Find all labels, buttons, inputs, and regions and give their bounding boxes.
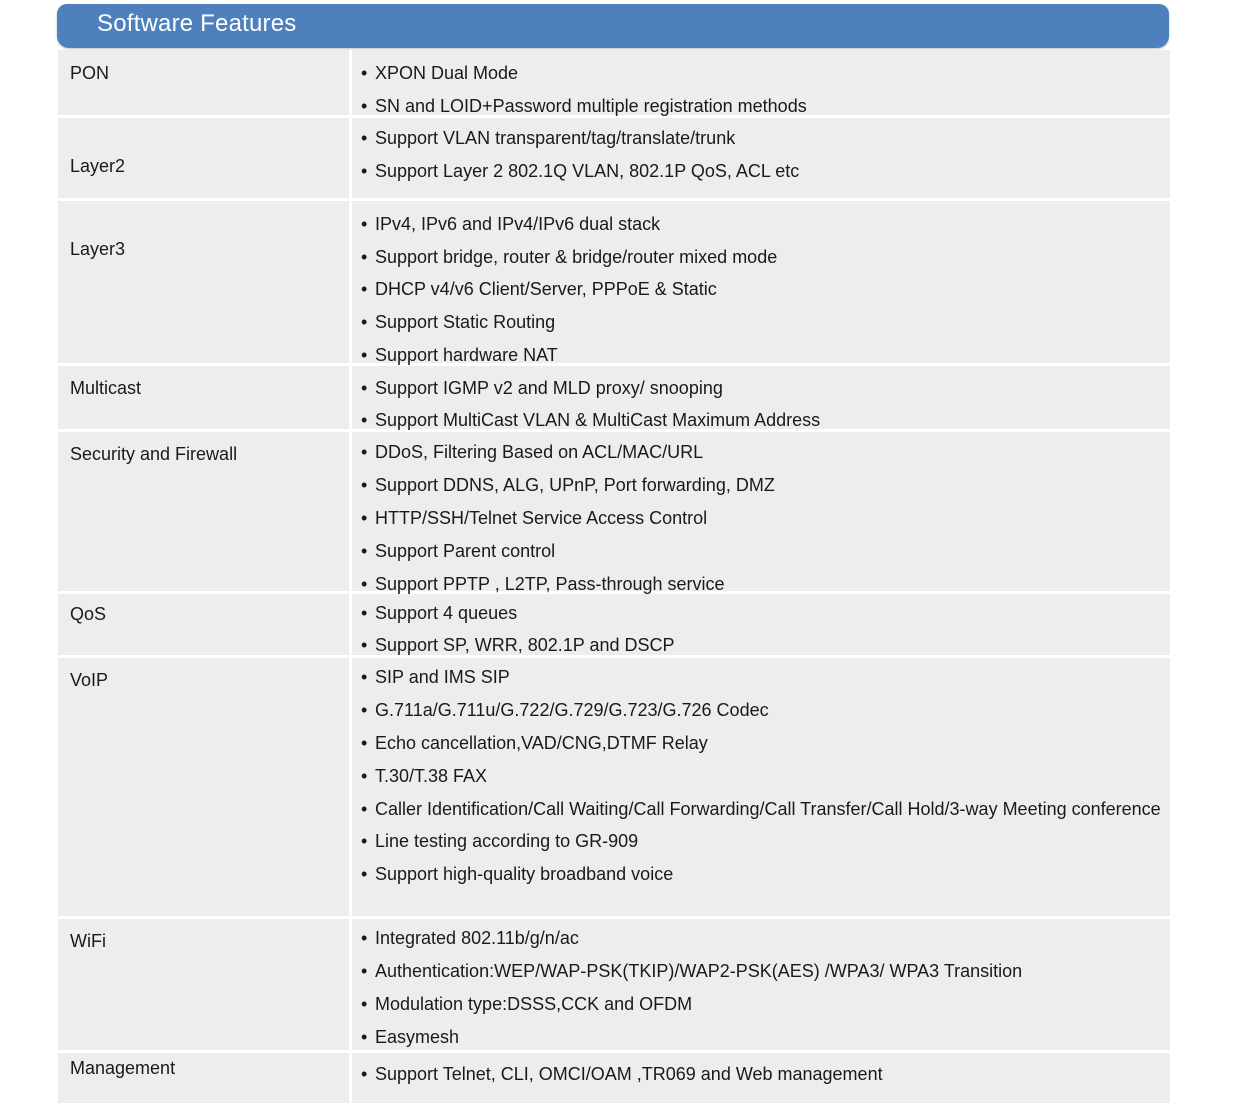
feature-item	[361, 409, 820, 431]
feature-item	[361, 377, 723, 399]
bullet-icon: •	[361, 831, 368, 851]
feature-category-cell	[58, 1053, 349, 1103]
feature-category-cell	[58, 118, 349, 198]
feature-items-cell	[352, 919, 1170, 1050]
bullet-icon: •	[361, 475, 368, 495]
feature-item	[361, 246, 777, 268]
feature-category-cell	[58, 919, 349, 1050]
bullet-icon: •	[361, 442, 368, 462]
feature-item	[361, 927, 579, 949]
bullet-icon: •	[361, 667, 368, 687]
feature-item-text: Authentication:WEP/WAP-PSK(TKIP)/WAP2-PSK(AES) /WPA3/ WPA3 Transition	[375, 961, 1023, 981]
feature-row	[58, 1053, 1170, 1103]
feature-item	[361, 602, 517, 624]
feature-item-text: Easymesh	[375, 1027, 460, 1047]
section-title: Software Features	[97, 10, 297, 37]
feature-category-label: Layer2	[70, 156, 126, 176]
feature-item-text: Support MultiCast VLAN & MultiCast Maximum Address	[375, 410, 821, 430]
feature-row	[58, 201, 1170, 363]
bullet-icon: •	[361, 312, 368, 332]
feature-category-label: Security and Firewall	[70, 444, 238, 464]
bullet-icon: •	[361, 574, 368, 594]
feature-item	[361, 507, 707, 529]
feature-item	[361, 127, 735, 149]
feature-item-text: Caller Identification/Call Waiting/Call Forwarding/Call Transfer/Call Hold/3-way Meeting conference	[375, 799, 1161, 819]
feature-item	[361, 666, 510, 688]
feature-category-cell	[58, 50, 349, 115]
feature-item-text: XPON Dual Mode	[375, 63, 519, 83]
feature-items-cell	[352, 1053, 1170, 1103]
feature-item-text: Modulation type:DSSS,CCK and OFDM	[375, 994, 693, 1014]
feature-item	[361, 1063, 883, 1085]
feature-item	[361, 213, 660, 235]
feature-category-label: PON	[70, 63, 110, 83]
feature-row	[58, 50, 1170, 115]
section-header	[57, 4, 1169, 48]
feature-item	[361, 765, 487, 787]
feature-category-cell	[58, 201, 349, 363]
feature-item	[361, 863, 673, 885]
feature-category-label: WiFi	[70, 931, 106, 951]
feature-item	[361, 278, 717, 300]
feature-item	[361, 441, 703, 463]
bullet-icon: •	[361, 541, 368, 561]
bullet-icon: •	[361, 410, 368, 430]
bullet-icon: •	[361, 1064, 368, 1084]
feature-item-text: Support high-quality broadband voice	[375, 864, 674, 884]
feature-items-cell	[352, 366, 1170, 429]
feature-item-text: G.711a/G.711u/G.722/G.729/G.723/G.726 Codec	[375, 700, 769, 720]
bullet-icon: •	[361, 766, 368, 786]
bullet-icon: •	[361, 994, 368, 1014]
feature-item	[361, 699, 769, 721]
bullet-icon: •	[361, 700, 368, 720]
feature-item-text: Support PPTP , L2TP, Pass-through service	[375, 574, 725, 594]
feature-item-text: Support DDNS, ALG, UPnP, Port forwarding, DMZ	[375, 475, 775, 495]
feature-item-text: Support SP, WRR, 802.1P and DSCP	[375, 635, 675, 655]
bullet-icon: •	[361, 161, 368, 181]
feature-item-text: T.30/T.38 FAX	[375, 766, 488, 786]
feature-category-cell	[58, 432, 349, 591]
bullet-icon: •	[361, 128, 368, 148]
bullet-icon: •	[361, 635, 368, 655]
feature-row	[58, 118, 1170, 198]
feature-category-cell	[58, 658, 349, 916]
feature-category-label: Multicast	[70, 378, 142, 398]
feature-item-text: Support Parent control	[375, 541, 556, 561]
feature-row	[58, 432, 1170, 594]
feature-category-label: VoIP	[70, 670, 109, 690]
feature-row	[58, 366, 1170, 429]
feature-item	[361, 474, 775, 496]
feature-item-text: HTTP/SSH/Telnet Service Access Control	[375, 508, 708, 528]
feature-row	[58, 594, 1170, 655]
bullet-icon: •	[361, 378, 368, 398]
bullet-icon: •	[361, 345, 368, 365]
feature-item-text: SN and LOID+Password multiple registration methods	[375, 96, 807, 116]
feature-item	[361, 160, 799, 182]
feature-item-text: Support Telnet, CLI, OMCI/OAM ,TR069 and Web management	[375, 1064, 883, 1084]
feature-item	[361, 311, 555, 333]
feature-item-text: Support Layer 2 802.1Q VLAN, 802.1P QoS, ACL etc	[375, 161, 800, 181]
feature-items-cell	[352, 201, 1170, 363]
bullet-icon: •	[361, 63, 368, 83]
feature-item-text: IPv4, IPv6 and IPv4/IPv6 dual stack	[375, 214, 661, 234]
feature-item	[361, 1026, 459, 1048]
feature-items-cell	[352, 594, 1170, 655]
bullet-icon: •	[361, 1027, 368, 1047]
feature-category-label: Layer3	[70, 239, 126, 259]
feature-item	[361, 830, 638, 852]
feature-items-cell	[352, 658, 1170, 916]
feature-items-cell	[352, 118, 1170, 198]
feature-item-text: Support bridge, router & bridge/router mixed mode	[375, 247, 778, 267]
feature-item	[361, 798, 1161, 820]
feature-item	[361, 344, 558, 366]
feature-item-text: Support VLAN transparent/tag/translate/trunk	[375, 128, 736, 148]
feature-items-cell	[352, 432, 1170, 594]
feature-item	[361, 732, 708, 754]
bullet-icon: •	[361, 864, 368, 884]
bullet-icon: •	[361, 799, 368, 819]
feature-item	[361, 634, 675, 656]
feature-item-text: Line testing according to GR-909	[375, 831, 639, 851]
feature-item-text: Integrated 802.11b/g/n/ac	[375, 928, 579, 948]
features-table	[58, 50, 1170, 1103]
feature-row	[58, 658, 1170, 916]
feature-item-text: DDoS, Filtering Based on ACL/MAC/URL	[375, 442, 704, 462]
feature-item	[361, 540, 555, 562]
bullet-icon: •	[361, 96, 368, 116]
feature-item-text: Support Static Routing	[375, 312, 556, 332]
feature-category-label: Management	[70, 1058, 176, 1078]
feature-category-cell	[58, 366, 349, 429]
feature-category-label: QoS	[70, 604, 107, 624]
bullet-icon: •	[361, 603, 368, 623]
feature-item	[361, 62, 518, 84]
feature-item-text: Support hardware NAT	[375, 345, 558, 365]
feature-item-text: Support IGMP v2 and MLD proxy/ snooping	[375, 378, 723, 398]
feature-category-cell	[58, 594, 349, 655]
feature-items-cell	[352, 50, 1170, 115]
bullet-icon: •	[361, 928, 368, 948]
feature-item	[361, 960, 1022, 982]
bullet-icon: •	[361, 247, 368, 267]
bullet-icon: •	[361, 733, 368, 753]
bullet-icon: •	[361, 961, 368, 981]
feature-item	[361, 573, 725, 595]
feature-item-text: Support 4 queues	[375, 603, 518, 623]
bullet-icon: •	[361, 214, 368, 234]
bullet-icon: •	[361, 279, 368, 299]
feature-row	[58, 919, 1170, 1050]
feature-item-text: DHCP v4/v6 Client/Server, PPPoE & Static	[375, 279, 717, 299]
feature-item-text: SIP and IMS SIP	[375, 667, 510, 687]
feature-item	[361, 95, 807, 117]
bullet-icon: •	[361, 508, 368, 528]
feature-item	[361, 993, 692, 1015]
feature-item-text: Echo cancellation,VAD/CNG,DTMF Relay	[375, 733, 708, 753]
